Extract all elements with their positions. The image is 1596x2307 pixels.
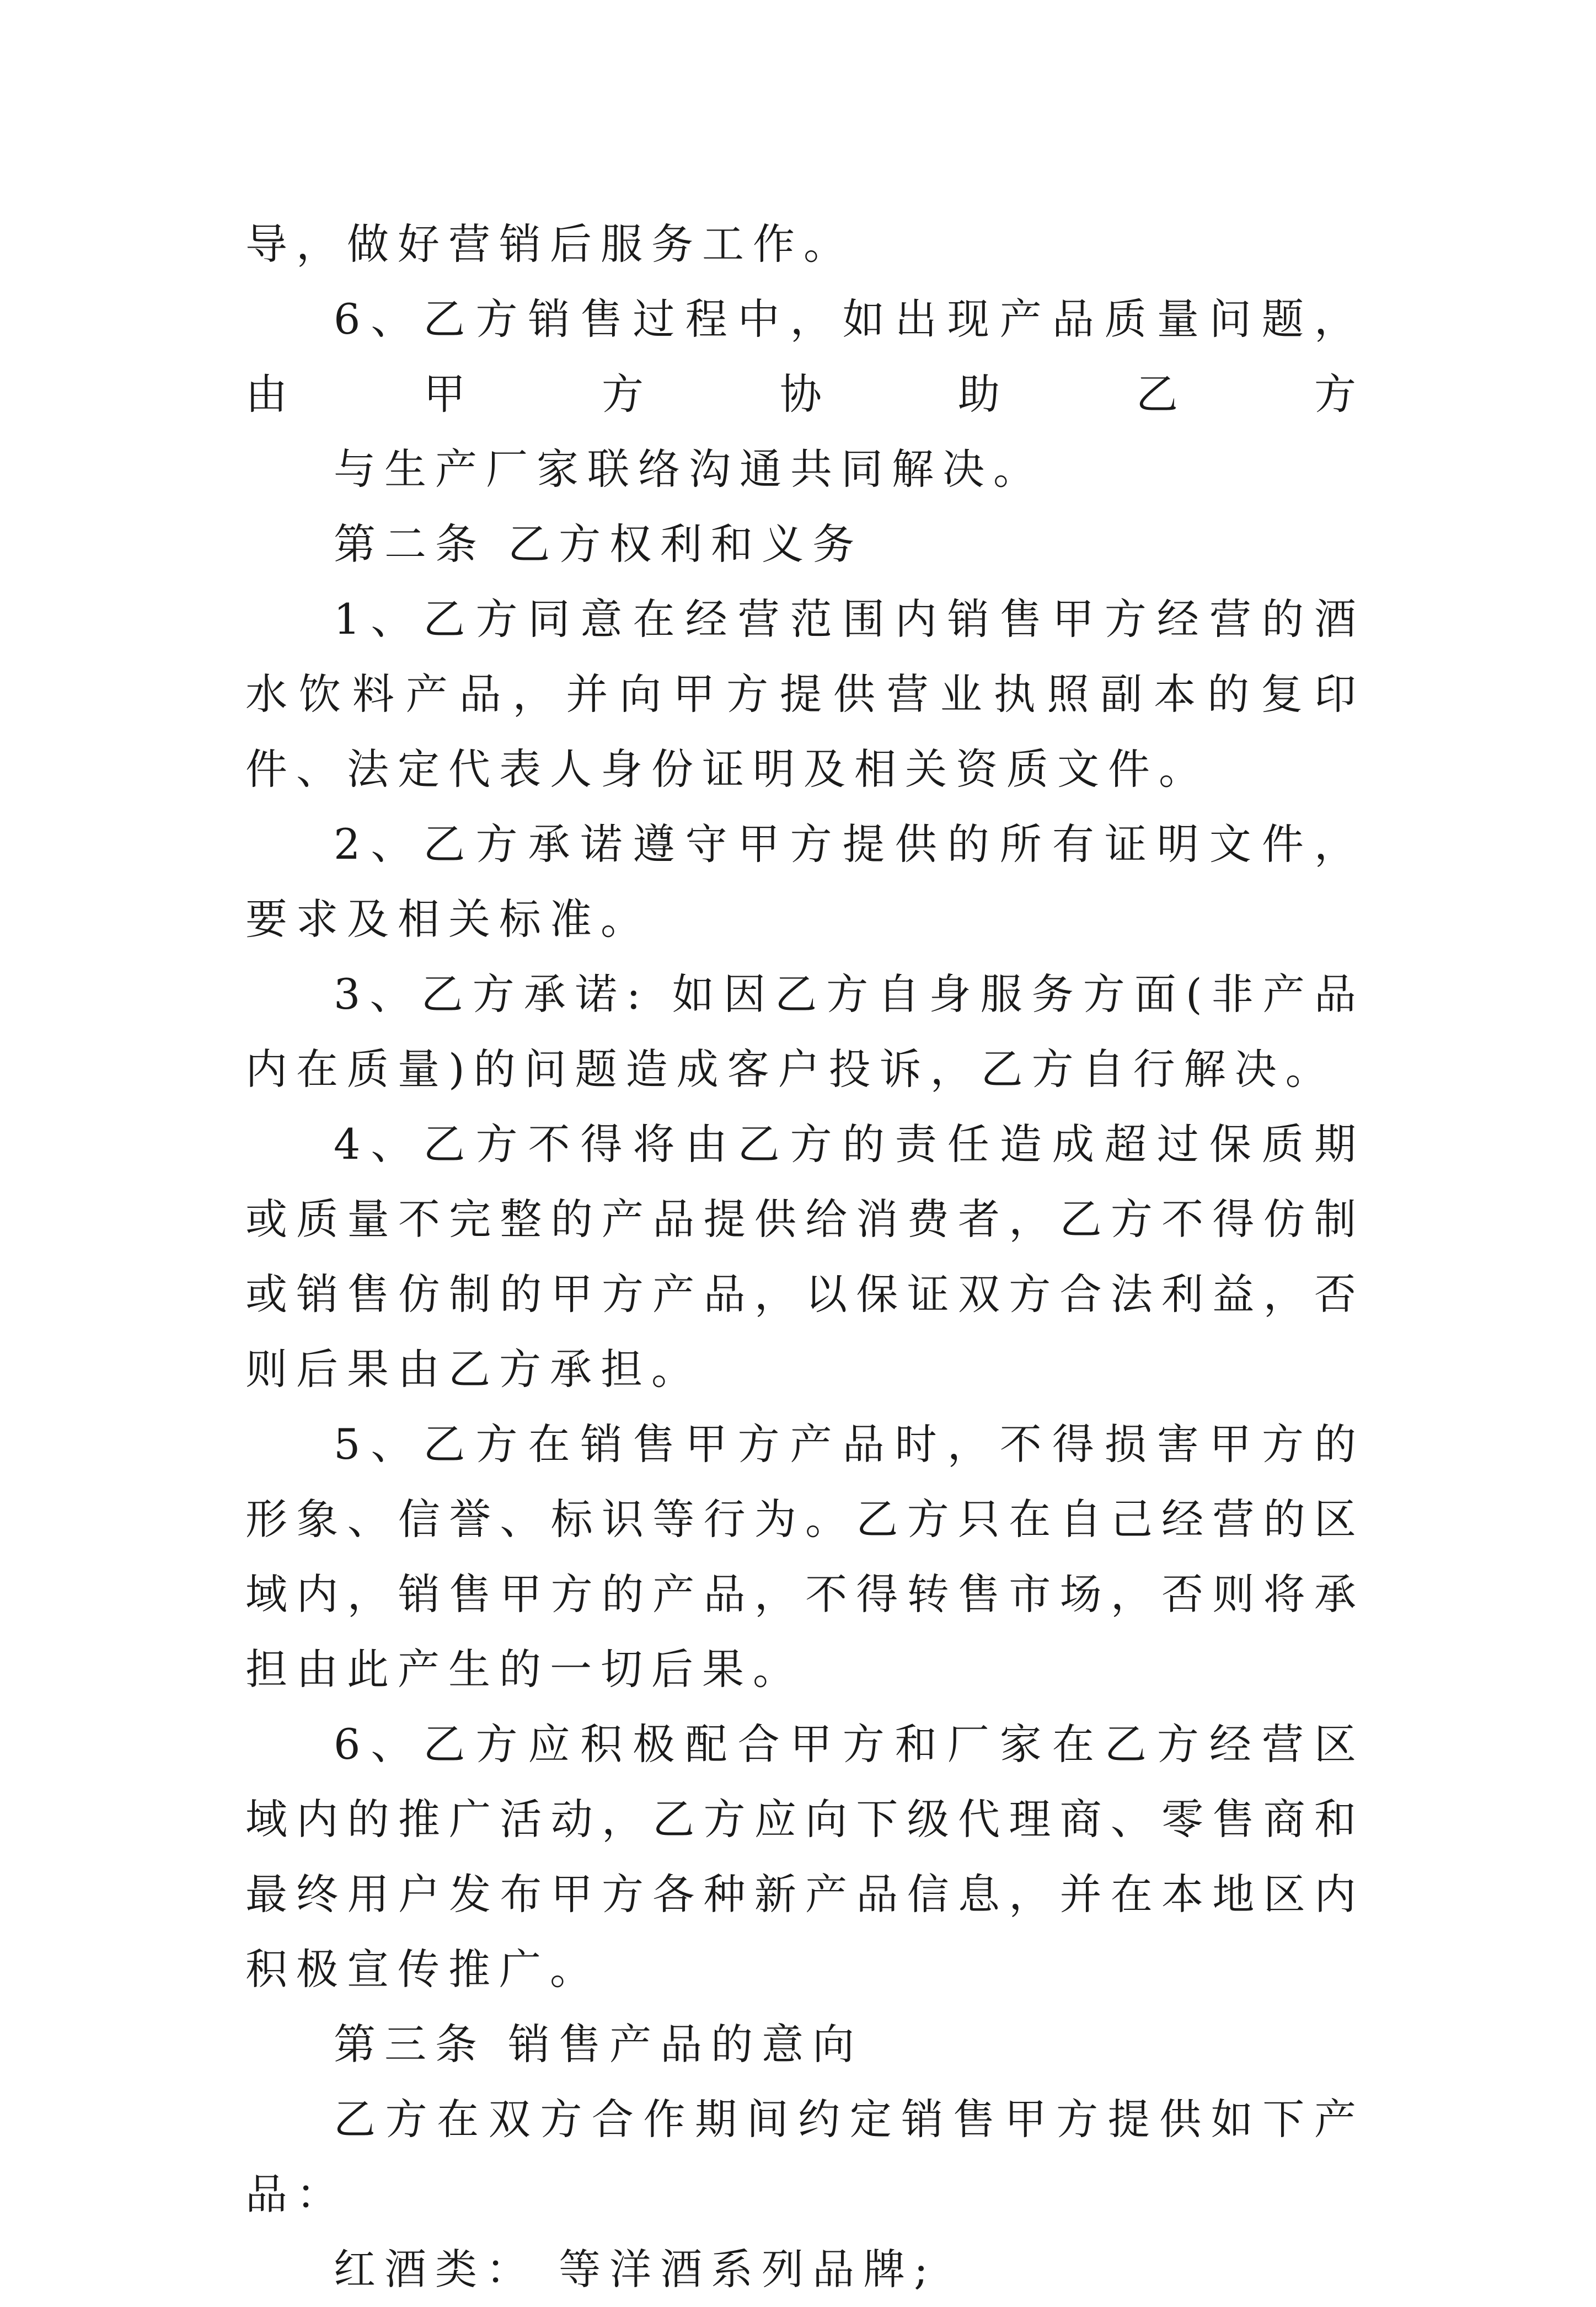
section-heading-article-2: 第二条 乙方权利和义务 bbox=[334, 520, 864, 569]
document-body bbox=[245, 207, 1365, 2307]
section-heading-article-3: 第三条 销售产品的意向 bbox=[334, 2020, 864, 2069]
paragraph-clause-2-1: 1、乙方同意在经营范围内销售甲方经营的酒水饮料产品，并向甲方提供营业执照副本的复印件、法定代表人身份证明及相关资质文件。 bbox=[245, 595, 1365, 794]
paragraph-manufacturer-contact: 与生产厂家联络沟通共同解决。 bbox=[334, 445, 1044, 494]
paragraph-service-work: 导，做好营销后服务工作。 bbox=[245, 220, 854, 269]
paragraph-clause-2-4: 4、乙方不得将由乙方的责任造成超过保质期或质量不完整的产品提供给消费者，乙方不得仿制或销售仿制的甲方产品，以保证双方合法利益，否则后果由乙方承担。 bbox=[245, 1120, 1365, 1394]
paragraph-wine-category: 红酒类： 等洋酒系列品牌; bbox=[334, 2245, 937, 2294]
paragraph-clause-2-3: 3、乙方承诺: 如因乙方自身服务方面(非产品内在质量)的问题造成客户投诉，乙方自行解决。 bbox=[245, 970, 1365, 1094]
paragraph-clause-2-2: 2、乙方承诺遵守甲方提供的所有证明文件，要求及相关标准。 bbox=[245, 820, 1365, 944]
paragraph-clause-2-6: 6、乙方应积极配合甲方和厂家在乙方经营区域内的推广活动，乙方应向下级代理商、零售商和最终用户发布甲方各种新产品信息，并在本地区内积极宣传推广。 bbox=[245, 1720, 1365, 1994]
paragraph-quality-issue: 6、乙方销售过程中，如出现产品质量问题，由甲方协助乙方 bbox=[245, 295, 1365, 419]
paragraph-product-agreement: 乙方在双方合作期间约定销售甲方提供如下产品： bbox=[245, 2095, 1365, 2219]
paragraph-clause-2-5: 5、乙方在销售甲方产品时，不得损害甲方的形象、信誉、标识等行为。乙方只在自己经营的区域内，销售甲方的产品，不得转售市场，否则将承担由此产生的一切后果。 bbox=[245, 1420, 1365, 1694]
